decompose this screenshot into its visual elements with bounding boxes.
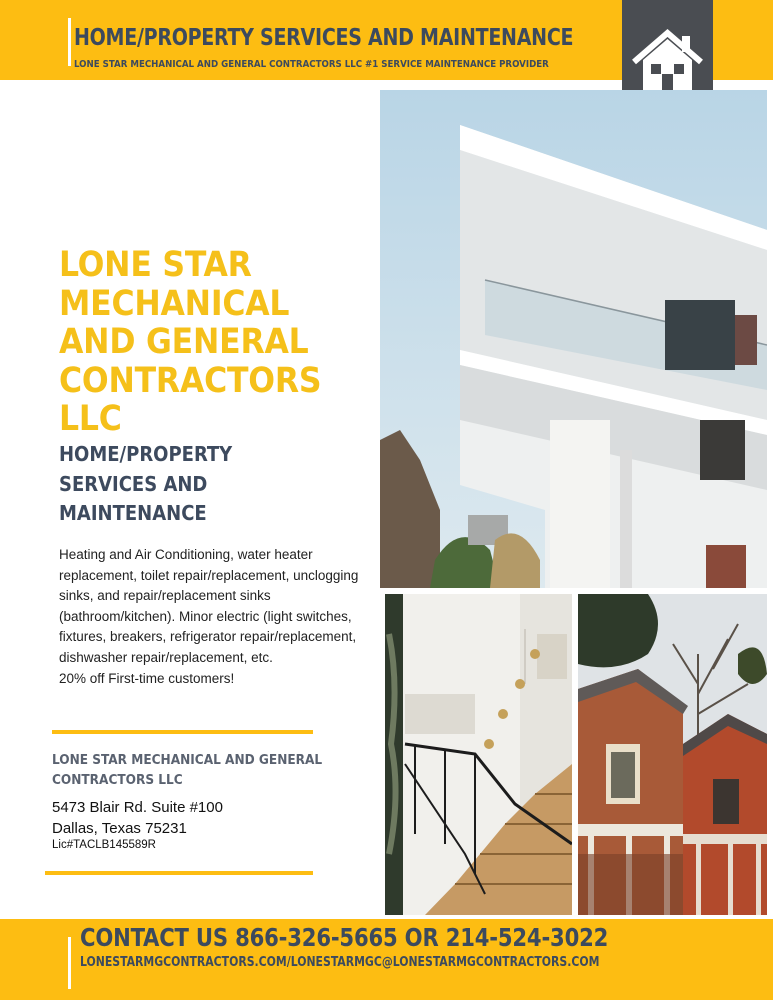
website-email[interactable]: LONESTARMGCONTRACTORS.COM/LONESTARMGC@LONESTARMGCONTRACTORS.COM xyxy=(80,955,600,970)
subhead-line: HOME/PROPERTY xyxy=(59,442,233,466)
divider-rule xyxy=(45,871,313,875)
footer-divider xyxy=(68,937,71,989)
address-line-2: Dallas, Texas 75231 xyxy=(52,819,187,837)
headline-line: CONTRACTORS xyxy=(59,360,322,401)
company-line: LONE STAR MECHANICAL AND GENERAL xyxy=(52,752,323,768)
headline-line: LONE STAR xyxy=(59,245,252,285)
services-subhead xyxy=(59,440,232,529)
services-description xyxy=(59,545,359,689)
contact-company xyxy=(52,750,322,790)
divider-rule xyxy=(52,730,313,734)
banner-divider xyxy=(68,18,71,66)
headline-line: LLC xyxy=(59,399,122,439)
headline-line: AND GENERAL xyxy=(59,322,309,362)
promo-text: 20% off First-time customers! xyxy=(59,670,235,686)
company-line: CONTRACTORS LLC xyxy=(52,772,183,788)
subhead-line: SERVICES AND xyxy=(59,471,208,496)
address-line-1: 5473 Blair Rd. Suite #100 xyxy=(52,799,223,816)
description-text: Heating and Air Conditioning, water heater replacement, toilet repair/replacement, unclogging sinks, and repair/replacement sinks (bathroom/kitchen). Minor electric (light switches, fixtures, breakers, refrigerator repair/replacement, dishwasher repair/replacement, etc. xyxy=(59,547,359,665)
banner-title: HOME/PROPERTY SERVICES AND MAINTENANCE xyxy=(74,25,574,51)
staircase-photo xyxy=(385,594,572,915)
company-headline xyxy=(59,246,321,439)
address xyxy=(52,798,223,839)
license-number: Lic#TACLB145589R xyxy=(52,839,156,851)
contact-phones[interactable]: CONTACT US 866-326-5665 OR 214-524-3022 xyxy=(80,923,609,952)
subhead-line: MAINTENANCE xyxy=(59,501,207,525)
banner-subtitle: LONE STAR MECHANICAL AND GENERAL CONTRACTORS LLC #1 SERVICE MAINTENANCE PROVIDER xyxy=(74,59,549,70)
building-photo xyxy=(380,90,767,588)
headline-line: MECHANICAL xyxy=(59,283,290,324)
houses-photo xyxy=(578,594,767,915)
contact-footer xyxy=(0,919,773,1000)
